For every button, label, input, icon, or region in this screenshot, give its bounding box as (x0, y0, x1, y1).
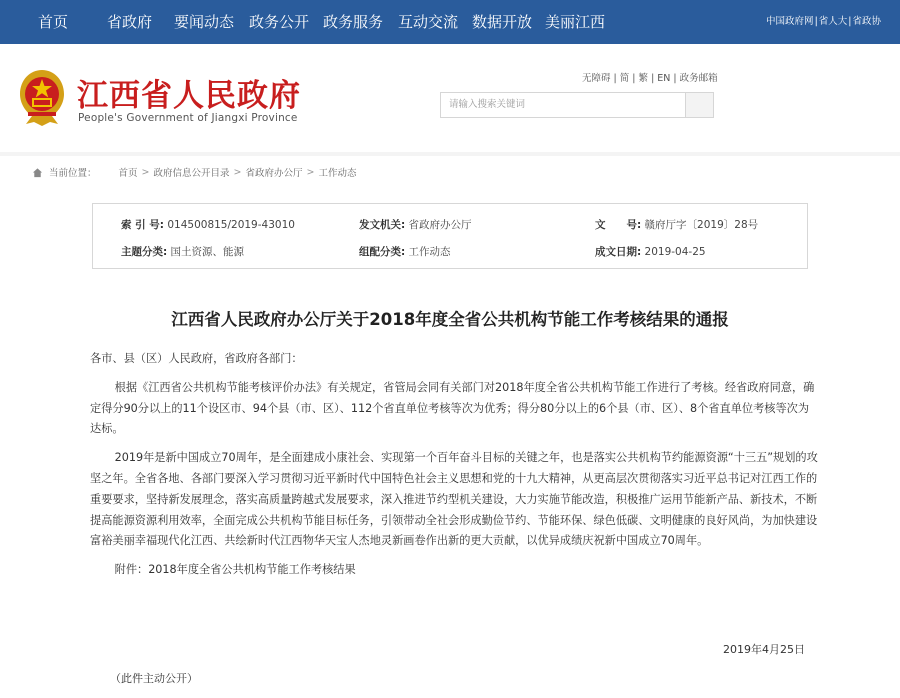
nav-gov-affairs-public[interactable]: 政务公开 (249, 13, 310, 31)
link-traditional[interactable]: 繁 (638, 73, 649, 84)
nav-home[interactable]: 首页 (38, 13, 69, 31)
nav-news[interactable]: 要闻动态 (174, 13, 235, 31)
link-simplified[interactable]: 简 (619, 73, 630, 84)
meta-date-value: 2019-04-25 (644, 246, 706, 258)
paragraph: 2019年是新中国成立70周年，是全面建成小康社会、实现第一个百年奋斗目标的关键之年，也是落实公共机构节约能源资源“十三五”规划的攻坚之年。全省各地、各部门要深入学习贯彻习近平新时代中国特色社会主义思想和党的十九大精神，从更高层次贯彻落实习近平总书记对江西工作的重要要求，坚持新发展理念，落实高质量跨越式发展要求，深入推进节约型机关建设，大力实施节能改造，积极推广运用节能新产品、新技术，不断提高能源资源利用效率，全面完成公共机构节能目标任务，引领带动全社会形成勤俭节约、节能环保、绿色低碳、文明健康的良好风尚，为加快建设富裕美丽幸福现代化江西、共绘新时代江西物华天宝人杰地灵新画卷作出新的更大贡献，以优异成绩庆祝新中国成立70周年。 (90, 451, 818, 548)
meta-issuer-label: 发文机关: (359, 219, 406, 231)
content-panel (0, 156, 900, 698)
link-gov-mailbox[interactable]: 政务邮箱 (679, 73, 718, 84)
meta-subject (121, 244, 244, 259)
meta-docno-value: 赣府厅字〔2019〕28号 (644, 219, 759, 231)
document-body (90, 349, 820, 581)
breadcrumb-separator: > (141, 166, 150, 178)
breadcrumb-work-news[interactable]: 工作动态 (318, 168, 357, 179)
salutation: 各市、县（区）人民政府，省政府各部门： (90, 352, 303, 365)
public-note: （此件主动公开） (110, 672, 198, 685)
meta-docno (595, 217, 758, 232)
search-input[interactable]: 请输入搜索关键词 (440, 92, 686, 118)
document-metadata (92, 203, 808, 269)
meta-docno-label: 文 号: (595, 219, 642, 231)
nav-interaction[interactable]: 互动交流 (398, 13, 459, 31)
link-china-gov[interactable]: 中国政府网 (766, 16, 814, 27)
link-provincial-cppcc[interactable]: 省政协 (852, 16, 881, 27)
site-header (0, 44, 900, 152)
paragraph: 根据《江西省公共机构节能考核评价办法》有关规定，省管局会同有关部门对2018年度全省公共机构节能工作进行了考核。经省政府同意，确定得分90分以上的11个设区市、94个县（市、区）、112个省直单位考核等次为优秀；得分80分以上的6个县（市、区）、8个省直单位考核等次为达标。 (90, 380, 815, 436)
meta-issuer-value: 省政府办公厅 (408, 219, 472, 231)
meta-date-label: 成文日期: (595, 246, 642, 258)
breadcrumb-general-office[interactable]: 省政府办公厅 (245, 168, 303, 179)
meta-index-value: 014500815/2019-43010 (167, 219, 295, 231)
meta-issuer (359, 217, 472, 232)
breadcrumb-info-catalog[interactable]: 政府信息公开目录 (153, 168, 230, 179)
breadcrumb-separator: > (306, 166, 315, 178)
meta-genre-label: 组配分类: (359, 246, 406, 258)
meta-index-label: 索 引 号: (121, 219, 165, 231)
meta-genre (359, 244, 451, 259)
nav-gov-services[interactable]: 政务服务 (323, 13, 384, 31)
site-title: 江西省人民政府 (77, 78, 301, 114)
home-icon (32, 167, 43, 178)
breadcrumb-home[interactable]: 首页 (118, 168, 138, 179)
meta-index (121, 217, 295, 232)
nav-beautiful-jiangxi[interactable]: 美丽江西 (545, 13, 606, 31)
attachment-line[interactable]: 附件：2018年度全省公共机构节能工作考核结果 (114, 563, 356, 577)
site-subtitle: People's Government of Jiangxi Province (78, 112, 298, 124)
breadcrumb-label: 当前位置： (49, 168, 97, 179)
top-nav-bar (0, 0, 900, 44)
main-area (0, 152, 900, 698)
national-emblem-icon (16, 68, 68, 128)
meta-subject-value: 国土资源、能源 (170, 246, 245, 258)
document-title: 江西省人民政府办公厅关于2018年度全省公共机构节能工作考核结果的通报 (171, 310, 729, 329)
breadcrumb (32, 165, 356, 179)
breadcrumb-separator: > (233, 166, 242, 178)
meta-subject-label: 主题分类: (121, 246, 168, 258)
link-provincial-congress[interactable]: 省人大 (818, 16, 848, 27)
link-accessibility[interactable]: 无障碍 (582, 73, 611, 84)
nav-open-data[interactable]: 数据开放 (472, 13, 533, 31)
meta-genre-value: 工作动态 (408, 246, 451, 258)
issue-date: 2019年4月25日 (723, 643, 805, 656)
quick-links: 无障碍 | 简 | 繁 | EN | 政务邮箱 (582, 73, 718, 84)
meta-date (595, 244, 706, 259)
search-button[interactable] (686, 92, 714, 118)
link-english[interactable]: EN (657, 73, 671, 84)
external-links: 中国政府网|省人大|省政协 (766, 16, 881, 27)
nav-province-gov[interactable]: 省政府 (107, 13, 153, 31)
